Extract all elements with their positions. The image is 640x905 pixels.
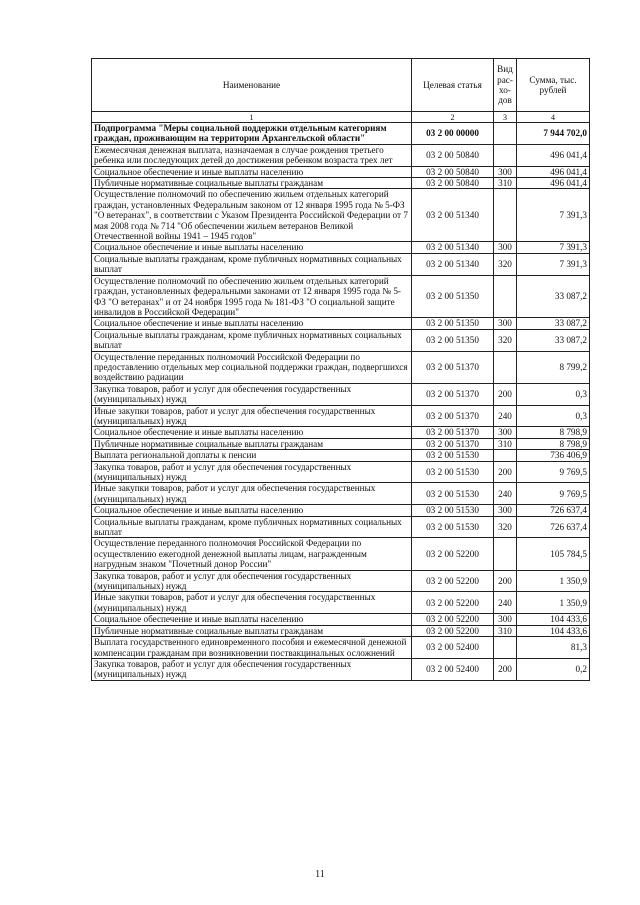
row-sum: 33 087,2 bbox=[517, 275, 590, 318]
row-code: 03 2 00 51370 bbox=[412, 427, 494, 438]
row-name: Социальное обеспечение и иные выплаты населению bbox=[92, 166, 412, 177]
row-code: 03 2 00 51340 bbox=[412, 253, 494, 275]
row-sum: 496 041,4 bbox=[517, 178, 590, 189]
table-row bbox=[92, 450, 590, 461]
row-code: 03 2 00 51530 bbox=[412, 516, 494, 538]
row-sum: 9 769,5 bbox=[517, 461, 590, 483]
table-row bbox=[92, 123, 590, 145]
row-code: 03 2 00 51350 bbox=[412, 329, 494, 351]
column-number: 2 bbox=[412, 112, 494, 123]
budget-table bbox=[91, 58, 590, 681]
row-sum: 33 087,2 bbox=[517, 329, 590, 351]
table-row bbox=[92, 658, 590, 680]
row-type: 200 bbox=[494, 570, 517, 592]
row-code: 03 2 00 50840 bbox=[412, 178, 494, 189]
row-name: Закупка товаров, работ и услуг для обеспечения государственных (муниципальных) нужд bbox=[92, 383, 412, 405]
header-code: Целевая статья bbox=[412, 59, 494, 112]
row-sum: 104 433,6 bbox=[517, 625, 590, 636]
row-sum: 7 391,3 bbox=[517, 253, 590, 275]
row-name: Социальное обеспечение и иные выплаты населению bbox=[92, 505, 412, 516]
row-sum: 496 041,4 bbox=[517, 144, 590, 166]
row-sum: 33 087,2 bbox=[517, 318, 590, 329]
row-code: 03 2 00 51530 bbox=[412, 505, 494, 516]
row-code: 03 2 00 51340 bbox=[412, 242, 494, 253]
row-type bbox=[494, 189, 517, 242]
table-row bbox=[92, 427, 590, 438]
row-name: Социальное обеспечение и иные выплаты населению bbox=[92, 318, 412, 329]
row-code: 03 2 00 50840 bbox=[412, 144, 494, 166]
table-row bbox=[92, 516, 590, 538]
row-code: 03 2 00 51370 bbox=[412, 383, 494, 405]
row-code: 03 2 00 51530 bbox=[412, 461, 494, 483]
row-code: 03 2 00 52200 bbox=[412, 538, 494, 570]
row-sum: 496 041,4 bbox=[517, 166, 590, 177]
table-row bbox=[92, 178, 590, 189]
row-code: 03 2 00 52200 bbox=[412, 614, 494, 625]
row-sum: 0,3 bbox=[517, 405, 590, 427]
table-row bbox=[92, 614, 590, 625]
row-code: 03 2 00 51370 bbox=[412, 438, 494, 449]
row-sum: 7 391,3 bbox=[517, 189, 590, 242]
row-name: Иные закупки товаров, работ и услуг для обеспечения государственных (муниципальных) нужд bbox=[92, 405, 412, 427]
table-row bbox=[92, 483, 590, 505]
row-type: 300 bbox=[494, 505, 517, 516]
row-type bbox=[494, 450, 517, 461]
row-name: Социальное обеспечение и иные выплаты населению bbox=[92, 242, 412, 253]
row-sum: 8 798,9 bbox=[517, 438, 590, 449]
row-code: 03 2 00 51530 bbox=[412, 483, 494, 505]
table-row bbox=[92, 275, 590, 318]
row-name: Выплата региональной доплаты к пенсии bbox=[92, 450, 412, 461]
column-number: 4 bbox=[517, 112, 590, 123]
row-sum: 1 350,9 bbox=[517, 570, 590, 592]
row-code: 03 2 00 52400 bbox=[412, 658, 494, 680]
row-name: Социальное обеспечение и иные выплаты населению bbox=[92, 427, 412, 438]
row-type: 200 bbox=[494, 383, 517, 405]
row-type: 310 bbox=[494, 438, 517, 449]
table-row bbox=[92, 637, 590, 659]
row-name: Публичные нормативные социальные выплаты гражданам bbox=[92, 438, 412, 449]
row-sum: 104 433,6 bbox=[517, 614, 590, 625]
column-number: 3 bbox=[494, 112, 517, 123]
table-row bbox=[92, 538, 590, 570]
table-row bbox=[92, 383, 590, 405]
row-name: Социальные выплаты гражданам, кроме публичных нормативных социальных выплат bbox=[92, 329, 412, 351]
row-name: Подпрограмма "Меры социальной поддержки отдельным категориям граждан, проживающим на территории Архангельской области" bbox=[92, 123, 412, 145]
row-type: 310 bbox=[494, 625, 517, 636]
table-body bbox=[92, 123, 590, 681]
row-type: 300 bbox=[494, 427, 517, 438]
row-code: 03 2 00 52200 bbox=[412, 570, 494, 592]
row-name: Осуществление полномочий по обеспечению жильем отдельных категорий граждан, установленных Федеральным законом от 12 января 1995 года № 5-ФЗ "О ветеранах", в соответствии с Указом Президента Российской Федерации от 7 мая 2008 года № 714 "Об обеспечении жильем ветеранов Великой Отечественной войны 1941 – 1945 годов" bbox=[92, 189, 412, 242]
row-sum: 8 799,2 bbox=[517, 351, 590, 383]
row-type: 320 bbox=[494, 516, 517, 538]
row-name: Осуществление переданного полномочия Российской Федерации по осуществлению ежегодной денежной выплаты лицам, награжденным нагрудным знаком "Почетный донор России" bbox=[92, 538, 412, 570]
table-row bbox=[92, 625, 590, 636]
header-sum: Сумма, тыс. рублей bbox=[517, 59, 590, 112]
row-type: 240 bbox=[494, 483, 517, 505]
row-type: 300 bbox=[494, 614, 517, 625]
row-sum: 7 944 702,0 bbox=[517, 123, 590, 145]
row-sum: 726 637,4 bbox=[517, 516, 590, 538]
row-name: Осуществление переданных полномочий Российской Федерации по предоставлению отдельных мер социальной поддержки граждан, подвергшихся воздействию радиации bbox=[92, 351, 412, 383]
row-type: 300 bbox=[494, 318, 517, 329]
row-type bbox=[494, 123, 517, 145]
table-row bbox=[92, 405, 590, 427]
table-row bbox=[92, 461, 590, 483]
row-sum: 7 391,3 bbox=[517, 242, 590, 253]
row-code: 03 2 00 52200 bbox=[412, 592, 494, 614]
table-row bbox=[92, 242, 590, 253]
row-sum: 1 350,9 bbox=[517, 592, 590, 614]
table-row bbox=[92, 189, 590, 242]
row-code: 03 2 00 52400 bbox=[412, 637, 494, 659]
column-number-row bbox=[92, 112, 590, 123]
header-type: Вид рас-хо-дов bbox=[494, 59, 517, 112]
row-type: 320 bbox=[494, 329, 517, 351]
row-type bbox=[494, 144, 517, 166]
row-type: 310 bbox=[494, 178, 517, 189]
row-type bbox=[494, 351, 517, 383]
row-sum: 0,2 bbox=[517, 658, 590, 680]
row-name: Иные закупки товаров, работ и услуг для обеспечения государственных (муниципальных) нужд bbox=[92, 483, 412, 505]
row-name: Выплата государственного единовременного пособия и ежемесячной денежной компенсации гражданам при возникновении поствакцинальных осложнений bbox=[92, 637, 412, 659]
row-code: 03 2 00 51370 bbox=[412, 405, 494, 427]
row-name: Закупка товаров, работ и услуг для обеспечения государственных (муниципальных) нужд bbox=[92, 461, 412, 483]
row-sum: 81,3 bbox=[517, 637, 590, 659]
header-name: Наименование bbox=[92, 59, 412, 112]
row-type bbox=[494, 637, 517, 659]
row-type: 240 bbox=[494, 405, 517, 427]
table-row bbox=[92, 570, 590, 592]
row-sum: 105 784,5 bbox=[517, 538, 590, 570]
table-row bbox=[92, 505, 590, 516]
row-name: Осуществление полномочий по обеспечению жильем отдельных категорий граждан, установленных федеральными законами от 12 января 1995 года № 5-ФЗ "О ветеранах" и от 24 ноября 1995 года № 181-ФЗ "О социальной защите инвалидов в Российской Федерации" bbox=[92, 275, 412, 318]
row-type: 300 bbox=[494, 242, 517, 253]
row-type: 300 bbox=[494, 166, 517, 177]
row-code: 03 2 00 50840 bbox=[412, 166, 494, 177]
row-code: 03 2 00 51530 bbox=[412, 450, 494, 461]
row-code: 03 2 00 52200 bbox=[412, 625, 494, 636]
row-name: Публичные нормативные социальные выплаты гражданам bbox=[92, 178, 412, 189]
table-row bbox=[92, 144, 590, 166]
row-name: Публичные нормативные социальные выплаты гражданам bbox=[92, 625, 412, 636]
row-type: 200 bbox=[494, 461, 517, 483]
column-number: 1 bbox=[92, 112, 412, 123]
row-name: Социальные выплаты гражданам, кроме публичных нормативных социальных выплат bbox=[92, 516, 412, 538]
row-name: Иные закупки товаров, работ и услуг для обеспечения государственных (муниципальных) нужд bbox=[92, 592, 412, 614]
row-type bbox=[494, 275, 517, 318]
row-type bbox=[494, 538, 517, 570]
row-sum: 9 769,5 bbox=[517, 483, 590, 505]
row-sum: 736 406,9 bbox=[517, 450, 590, 461]
row-code: 03 2 00 51350 bbox=[412, 275, 494, 318]
table-header-row bbox=[92, 59, 590, 112]
table-row bbox=[92, 318, 590, 329]
row-sum: 726 637,4 bbox=[517, 505, 590, 516]
row-sum: 8 798,9 bbox=[517, 427, 590, 438]
table-row bbox=[92, 166, 590, 177]
row-name: Закупка товаров, работ и услуг для обеспечения государственных (муниципальных) нужд bbox=[92, 658, 412, 680]
row-type: 240 bbox=[494, 592, 517, 614]
page-number: 11 bbox=[315, 869, 325, 880]
row-code: 03 2 00 51340 bbox=[412, 189, 494, 242]
row-name: Социальные выплаты гражданам, кроме публичных нормативных социальных выплат bbox=[92, 253, 412, 275]
row-name: Закупка товаров, работ и услуг для обеспечения государственных (муниципальных) нужд bbox=[92, 570, 412, 592]
table-row bbox=[92, 438, 590, 449]
row-type: 200 bbox=[494, 658, 517, 680]
row-code: 03 2 00 51350 bbox=[412, 318, 494, 329]
table-row bbox=[92, 351, 590, 383]
row-sum: 0,3 bbox=[517, 383, 590, 405]
table-row bbox=[92, 253, 590, 275]
row-code: 03 2 00 51370 bbox=[412, 351, 494, 383]
table-row bbox=[92, 329, 590, 351]
row-code: 03 2 00 00000 bbox=[412, 123, 494, 145]
row-name: Ежемесячная денежная выплата, назначаемая в случае рождения третьего ребенка или последующих детей до достижения ребенком возраста трех лет bbox=[92, 144, 412, 166]
row-type: 320 bbox=[494, 253, 517, 275]
row-name: Социальное обеспечение и иные выплаты населению bbox=[92, 614, 412, 625]
table-row bbox=[92, 592, 590, 614]
